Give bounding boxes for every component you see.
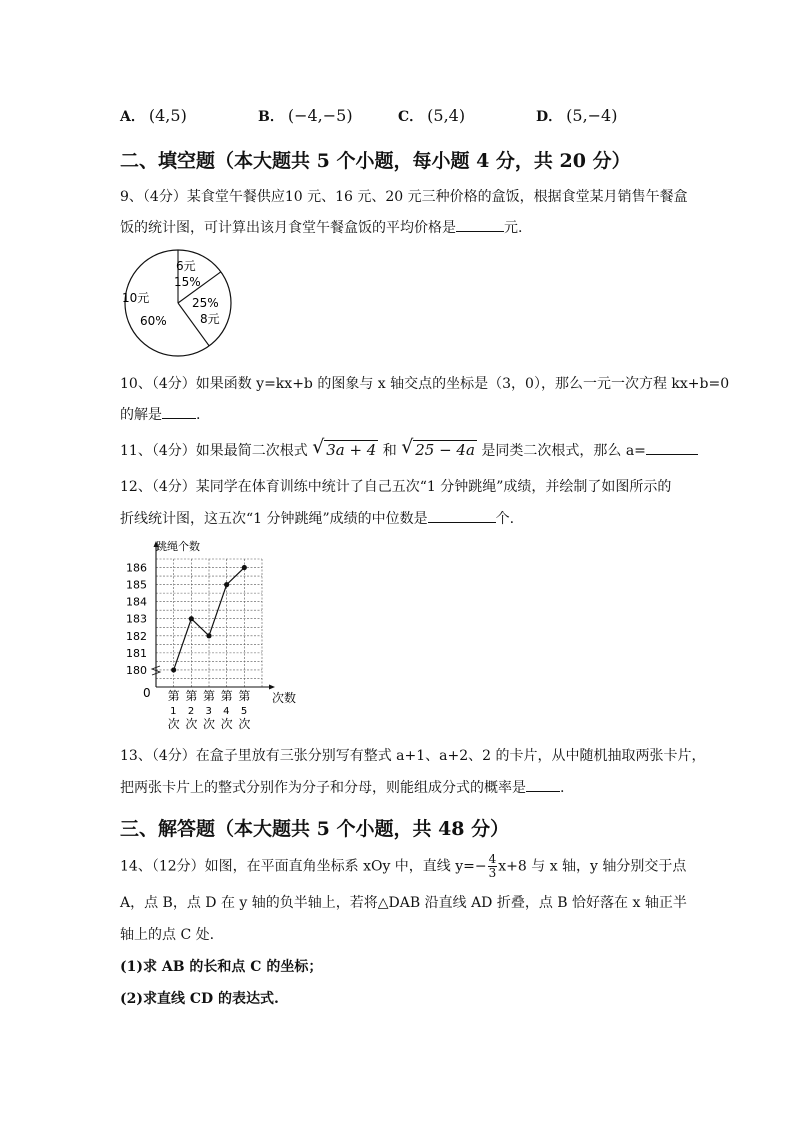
q12-line-1: 12、（4分）某同学在体育训练中统计了自己五次“1 分钟跳绳”成绩，并绘制了如图所示的: [120, 479, 672, 495]
line-chart-grid: [156, 559, 262, 687]
q9-line-2-end: 元.: [504, 220, 523, 236]
q9-line-1: 9、（4分）某食堂午餐供应10 元、16 元、20 元三种价格的盒饭，根据食堂某月销售午餐盒: [120, 189, 688, 205]
q14-prefix: 14、（12分）如图，在平面直角坐标系 xOy 中，直线 y=−: [120, 858, 487, 875]
x-category-label: 次: [167, 717, 180, 731]
pie-label-8: 8元: [200, 312, 220, 326]
q11-line: [120, 440, 698, 461]
q9-line-2-text: 饭的统计图，可计算出该月食堂午餐盒饭的平均价格是: [120, 220, 456, 236]
y-tick-label: 183: [126, 612, 147, 626]
q11-answer-blank[interactable]: [646, 440, 698, 455]
data-point: [171, 667, 176, 672]
line-chart-origin: 0: [143, 686, 151, 700]
pie-percent-8: 25%: [192, 296, 219, 310]
x-category-label: 2: [187, 706, 195, 717]
data-point: [242, 565, 247, 570]
q11-prefix: 11、（4分）如果最简二次根式: [120, 443, 308, 459]
line-chart-y-ticks: [126, 562, 147, 677]
q14-line-2: A，点 B，点 D 在 y 轴的负半轴上，若将△DAB 沿直线 AD 折叠，点 B 恰好落在 x 轴正半: [120, 895, 687, 911]
x-category-label: 第: [185, 689, 198, 703]
q11-radical-2: [401, 440, 477, 460]
q14-part-1: (1)求 AB 的长和点 C 的坐标；: [120, 959, 323, 975]
x-category-label: 第: [203, 689, 216, 703]
q9-answer-blank[interactable]: [456, 217, 504, 232]
x-category-label: 第: [220, 689, 233, 703]
option-a-value: (4,5): [148, 106, 187, 125]
q11-mid: 和: [382, 443, 397, 459]
q11-radicand-2: 25 − 4a: [415, 441, 475, 459]
q14-fraction: [488, 853, 498, 880]
y-tick-label: 185: [126, 578, 147, 592]
option-b-label: B．: [258, 109, 284, 125]
data-point: [189, 616, 194, 621]
q13-line-2-text: 把两张卡片上的整式分别作为分子和分母，则能组成分式的概率是: [120, 780, 526, 796]
x-axis-arrow: [269, 685, 275, 690]
section-2-heading: 二、填空题（本大题共 5 个小题，每小题 4 分，共 20 分）: [120, 150, 631, 172]
q13-line-2: [120, 777, 564, 798]
y-tick-label: 186: [126, 561, 147, 575]
q14-part-2: (2)求直线 CD 的表达式.: [120, 991, 279, 1007]
x-category-label: 5: [240, 706, 248, 717]
line-chart-x-categories: [168, 689, 251, 731]
x-category-label: 第: [167, 689, 180, 703]
q12-line-2: [120, 508, 514, 529]
q14-frac-denominator: 3: [488, 866, 497, 880]
option-d-value: (5,−4): [566, 106, 618, 125]
x-category-label: 第: [238, 689, 251, 703]
q11-radical-1: [312, 440, 378, 460]
q14-line-1: [120, 853, 686, 880]
pie-label-10: 10元: [122, 291, 150, 305]
option-c-label: C．: [398, 109, 424, 125]
q11-suffix: 是同类二次根式，那么 a=: [481, 443, 646, 459]
y-tick-label: 184: [126, 595, 147, 609]
x-category-label: 1: [170, 706, 177, 717]
option-d-label: D．: [536, 109, 563, 125]
option-c: [398, 106, 465, 126]
q12-answer-blank[interactable]: [428, 508, 496, 523]
q12-line-2-text: 折线统计图，这五次“1 分钟跳绳”成绩的中位数是: [120, 511, 428, 527]
option-b: [258, 106, 353, 126]
line-chart-axes: [152, 541, 275, 690]
pie-chart: [118, 248, 238, 360]
line-chart: [118, 535, 308, 735]
q10-line-1: 10、（4分）如果函数 y=kx+b 的图象与 x 轴交点的坐标是（3，0），那么一元一次方程 kx+b=0: [120, 376, 730, 392]
option-c-value: (5,4): [427, 106, 466, 125]
q12-line-2-end: 个.: [495, 511, 515, 527]
x-category-label: 次: [220, 717, 233, 731]
pie-percent-6: 15%: [174, 275, 201, 289]
q14-suffix: x+8 与 x 轴，y 轴分别交于点: [498, 858, 687, 875]
x-category-label: 3: [205, 706, 212, 717]
option-a: [120, 106, 187, 126]
x-category-label: 次: [203, 717, 216, 731]
option-a-label: A．: [120, 109, 145, 125]
data-point: [224, 582, 229, 587]
q10-line-2-end: .: [196, 407, 201, 423]
y-axis-break: [152, 666, 160, 675]
q13-answer-blank[interactable]: [526, 777, 560, 792]
q13-line-1: 13、（4分）在盒子里放有三张分别写有整式 a+1、a+2、2 的卡片，从中随机抽取两张卡片，: [120, 748, 706, 764]
x-category-label: 4: [223, 706, 230, 717]
q10-line-2: [120, 404, 200, 425]
section-3-heading: 三、解答题（本大题共 5 个小题，共 48 分）: [120, 818, 510, 840]
q11-radicand-1: 3a + 4: [326, 441, 377, 459]
option-d: [536, 106, 617, 126]
q10-line-2-text: 的解是: [120, 407, 162, 423]
x-category-label: 次: [185, 717, 198, 731]
y-tick-label: 180: [126, 663, 147, 677]
q14-line-3: 轴上的点 C 处.: [120, 927, 215, 943]
data-point: [206, 633, 211, 638]
option-b-value: (−4,−5): [287, 106, 353, 125]
pie-percent-10: 60%: [140, 314, 167, 328]
pie-label-6: 6元: [176, 259, 196, 273]
q13-line-2-end: .: [560, 780, 565, 796]
x-category-label: 次: [238, 717, 251, 731]
q9-line-2: [120, 217, 522, 238]
q14-frac-numerator: 4: [488, 852, 497, 866]
q10-answer-blank[interactable]: [162, 404, 196, 419]
line-chart-y-label: 跳绳个数: [156, 540, 200, 553]
line-chart-x-label: 次数: [272, 691, 297, 705]
y-tick-label: 181: [126, 646, 147, 660]
y-tick-label: 182: [126, 629, 147, 643]
